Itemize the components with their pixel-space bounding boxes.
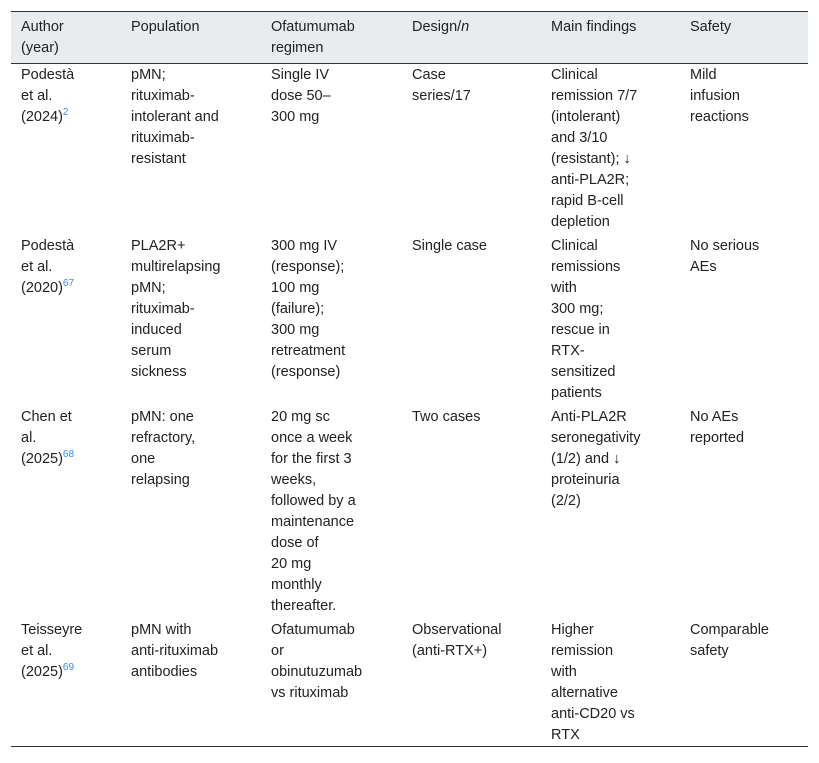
cell-author: Podestà et al. (2024)$^2$ [21,67,75,125]
cell-findings: Anti-PLA2R seronegativity (1/2) and ↓ proteinuria (2/2) [551,409,641,509]
cell-findings: Clinical remissions with 300 mg; rescue in RTX- sensitized patients [551,238,621,401]
cell-author: Teisseyre et al. (2025)$^{69}$ [21,622,83,680]
cell-findings: Higher remission with alternative anti-CD20 vs RTX [551,622,635,743]
ofatumumab-studies-table [11,11,808,747]
header-findings: Main findings [551,19,637,35]
header-population: Population [131,19,200,35]
cell-safety: Mild infusion reactions [690,67,749,125]
reference-link[interactable]: 69 [62,662,75,674]
cell-safety: No AEs reported [690,409,745,446]
reference-link[interactable]: 67 [62,278,75,290]
table-row [11,406,808,619]
cell-design: Single case [412,238,487,254]
header-design: Design/n [412,19,470,35]
cell-design: Observational (anti-RTX+) [412,622,502,659]
table-row [11,235,808,406]
cell-regimen: 20 mg sc once a week for the first 3 weeks, followed by a maintenance dose of 20 mg monthly thereafter. [271,409,356,614]
cell-findings: Clinical remission 7/7 (intolerant) and 3/10 (resistant); ↓ anti-PLA2R; rapid B-cell depletion [551,67,638,230]
table-row [11,619,808,747]
table-header-row [11,12,808,64]
cell-population: PLA2R+ multirelapsing pMN; rituximab- induced serum sickness [131,238,221,380]
cell-safety: Comparable safety [690,622,769,659]
cell-author: Podestà et al. (2020)$^{67}$ [21,238,75,296]
cell-design: Two cases [412,409,481,425]
cell-regimen: Single IV dose 50– 300 mg [271,67,331,125]
cell-safety: No serious AEs [690,238,760,275]
reference-link[interactable]: 68 [62,449,75,461]
table-row [11,64,808,236]
header-safety: Safety [690,19,732,35]
header-regimen: Ofatumumab regimen [271,19,355,56]
header-author: Author (year) [21,19,64,56]
cell-population: pMN with anti-rituximab antibodies [131,622,219,680]
reference-link[interactable]: 2 [62,107,69,119]
cell-population: pMN; rituximab- intolerant and rituximab- resistant [131,67,219,167]
cell-regimen: Ofatumumab or obinutuzumab vs rituximab [271,622,363,701]
cell-author: Chen et al. (2025)$^{68}$ [21,409,75,467]
table-container [11,11,808,747]
cell-population: pMN: one refractory, one relapsing [131,409,196,488]
cell-regimen: 300 mg IV (response); 100 mg (failure); 300 mg retreatment (response) [271,238,346,380]
cell-design: Case series/17 [412,67,471,104]
